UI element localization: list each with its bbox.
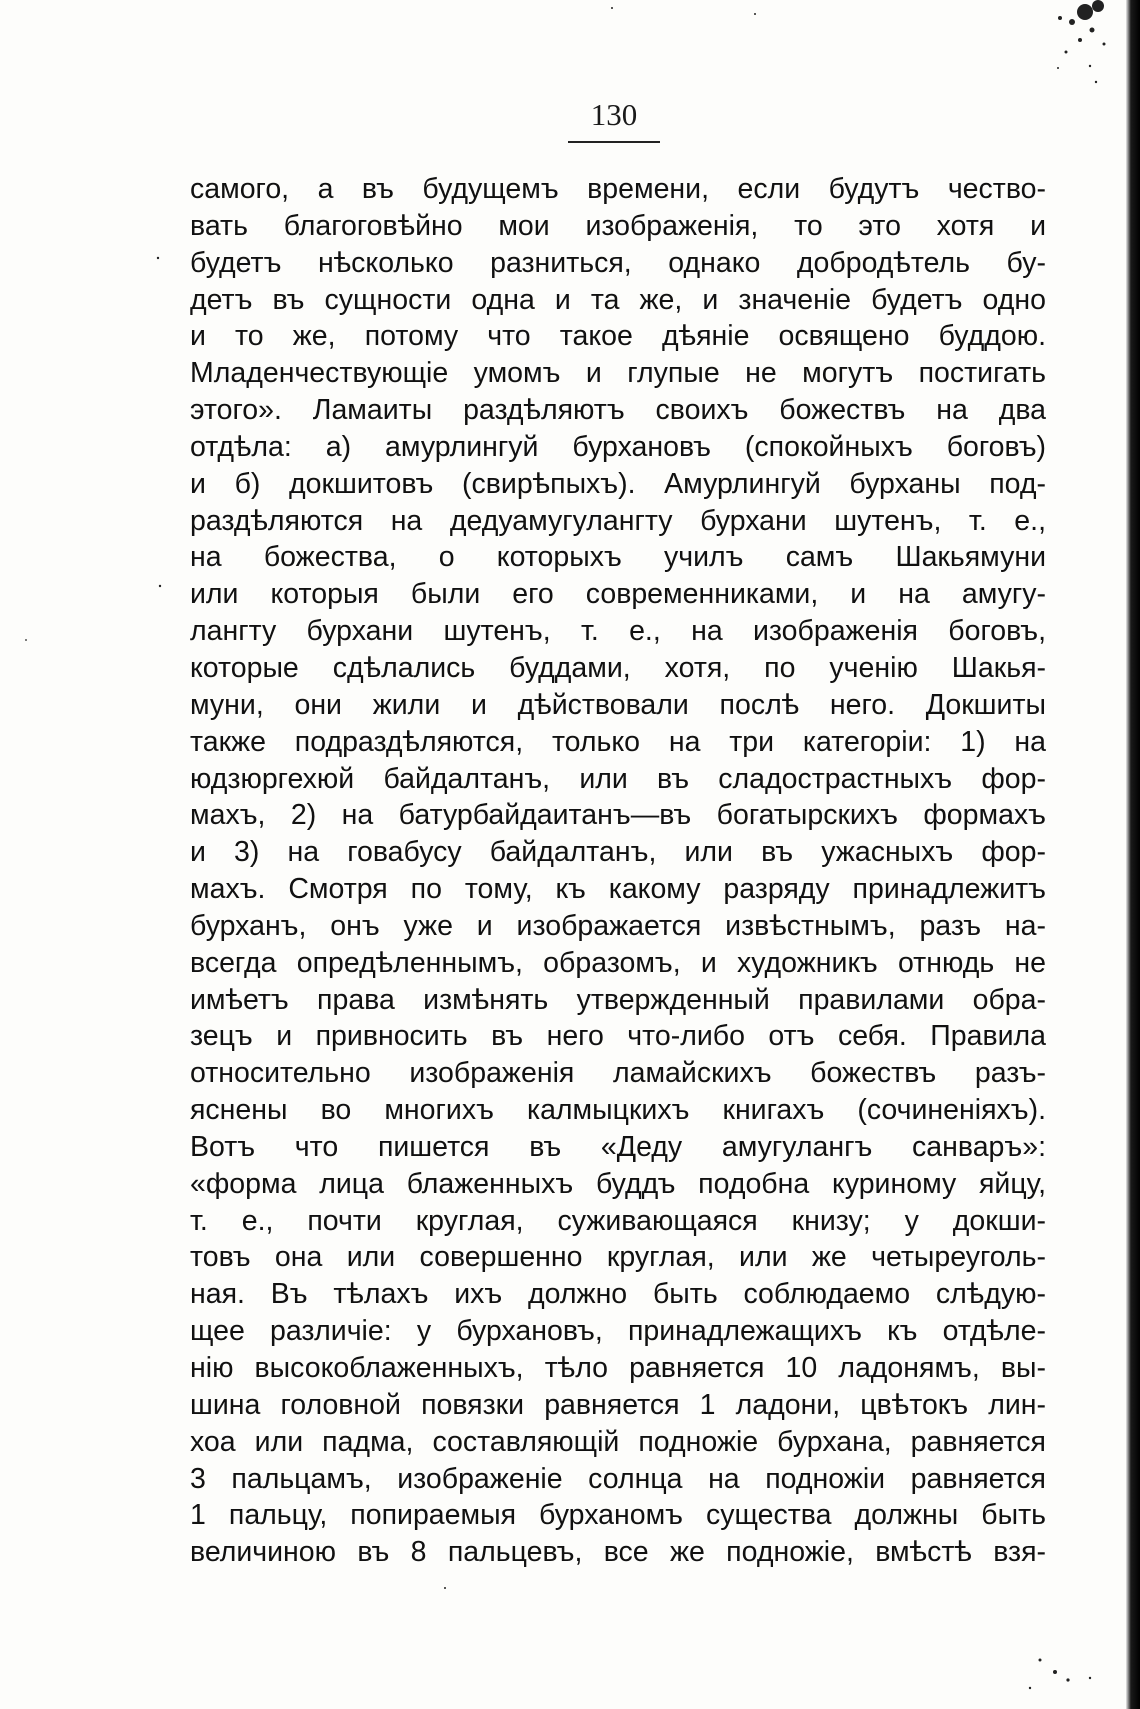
text-line: 1 пальцу, попираемыя бурханомъ существа должны быть	[190, 1499, 1046, 1532]
text-line: или которыя были его современниками, и на амугу-	[190, 578, 1046, 611]
text-line: шина головной повязки равняется 1 ладони, цвѣтокъ лин-	[190, 1388, 1046, 1421]
text-line: и б) докшитовъ (свирѣпыхъ). Амурлингуй бурханы под-	[190, 467, 1046, 500]
text-line: отдѣла: а) амурлингуй бурхановъ (спокойныхъ боговъ)	[190, 430, 1046, 463]
text-line: на божества, о которыхъ училъ самъ Шакьямуни	[190, 541, 1046, 574]
text-line: всегда опредѣленнымъ, образомъ, и художникъ отнюдь не	[190, 946, 1046, 979]
body-text	[190, 171, 1046, 1571]
text-line: Вотъ что пишется въ «Деду амугулангъ санваръ»:	[190, 1130, 1046, 1163]
text-line: «форма лица блаженныхъ буддъ подобна куриному яйцу,	[190, 1167, 1046, 1200]
text-line: имѣетъ права измѣнять утвержденный правилами обра-	[190, 983, 1046, 1016]
text-line: юдзюргехюй байдалтанъ, или въ сладострастныхъ фор-	[190, 762, 1046, 795]
text-line: которые сдѣлались буддами, хотя, по ученію Шакья-	[190, 651, 1046, 684]
page-edge-shadow	[1126, 0, 1140, 1709]
text-line: муни, они жили и дѣйствовали послѣ него. Докшиты	[190, 688, 1046, 721]
text-line: ная. Въ тѣлахъ ихъ должно быть соблюдаемо слѣдую-	[190, 1278, 1046, 1311]
text-line: лангту бурхани шутенъ, т. е., на изображенія боговъ,	[190, 615, 1046, 648]
text-line: и то же, потому что такое дѣяніе освящено буддою.	[190, 320, 1046, 353]
text-line: Младенчествующіе умомъ и глупые не могутъ постигать	[190, 357, 1046, 390]
text-line: детъ въ сущности одна и та же, и значеніе будетъ одно	[190, 283, 1046, 316]
text-line: махъ, 2) на батурбайдаитанъ—въ богатырскихъ формахъ	[190, 799, 1046, 832]
text-line: бурханъ, онъ уже и изображается извѣстнымъ, разъ на-	[190, 909, 1046, 942]
page-number-underline	[568, 141, 660, 143]
text-line: относительно изображенія ламайскихъ божествъ разъ-	[190, 1057, 1046, 1090]
text-line: будетъ нѣсколько разниться, однако добродѣтель бу-	[190, 246, 1046, 279]
text-line: самого, а въ будущемъ времени, если будутъ чество-	[190, 173, 1046, 205]
text-line: товъ она или совершенно круглая, или же четыреуголь-	[190, 1241, 1046, 1274]
page-number: 130	[590, 97, 638, 132]
text-line: 3 пальцамъ, изображеніе солнца на подножіи равняется	[190, 1462, 1046, 1495]
text-line: хоа или падма, составляющій подножіе бурхана, равняется	[190, 1425, 1046, 1458]
text-line: зецъ и привносить въ него что-либо отъ себя. Правила	[190, 1020, 1046, 1053]
text-line: этого». Ламаиты раздѣляютъ своихъ божествъ на два	[190, 394, 1046, 427]
text-line: т. е., почти круглая, суживающаяся книзу; у докши-	[190, 1204, 1046, 1237]
text-line: и 3) на говабусу байдалтанъ, или въ ужасныхъ фор-	[190, 836, 1046, 869]
text-line: раздѣляются на дедуамугулангту бурхани шутенъ, т. е.,	[190, 504, 1046, 537]
text-line: махъ. Смотря по тому, къ какому разряду принадлежитъ	[190, 873, 1046, 906]
text-line: вать благоговѣйно мои изображенія, то это хотя и	[190, 209, 1046, 242]
text-line: также подраздѣляются, только на три категоріи: 1) на	[190, 725, 1046, 758]
text-line: щее различіе: у бурхановъ, принадлежащихъ къ отдѣле-	[190, 1315, 1046, 1348]
text-line: нію высокоблаженныхъ, тѣло равняется 10 ладонямъ, вы-	[190, 1352, 1046, 1384]
text-line: яснены во многихъ калмыцкихъ книгахъ (сочиненіяхъ).	[190, 1094, 1046, 1127]
text-line: величиною въ 8 пальцевъ, все же подножіе, вмѣстѣ взя-	[190, 1536, 1046, 1569]
